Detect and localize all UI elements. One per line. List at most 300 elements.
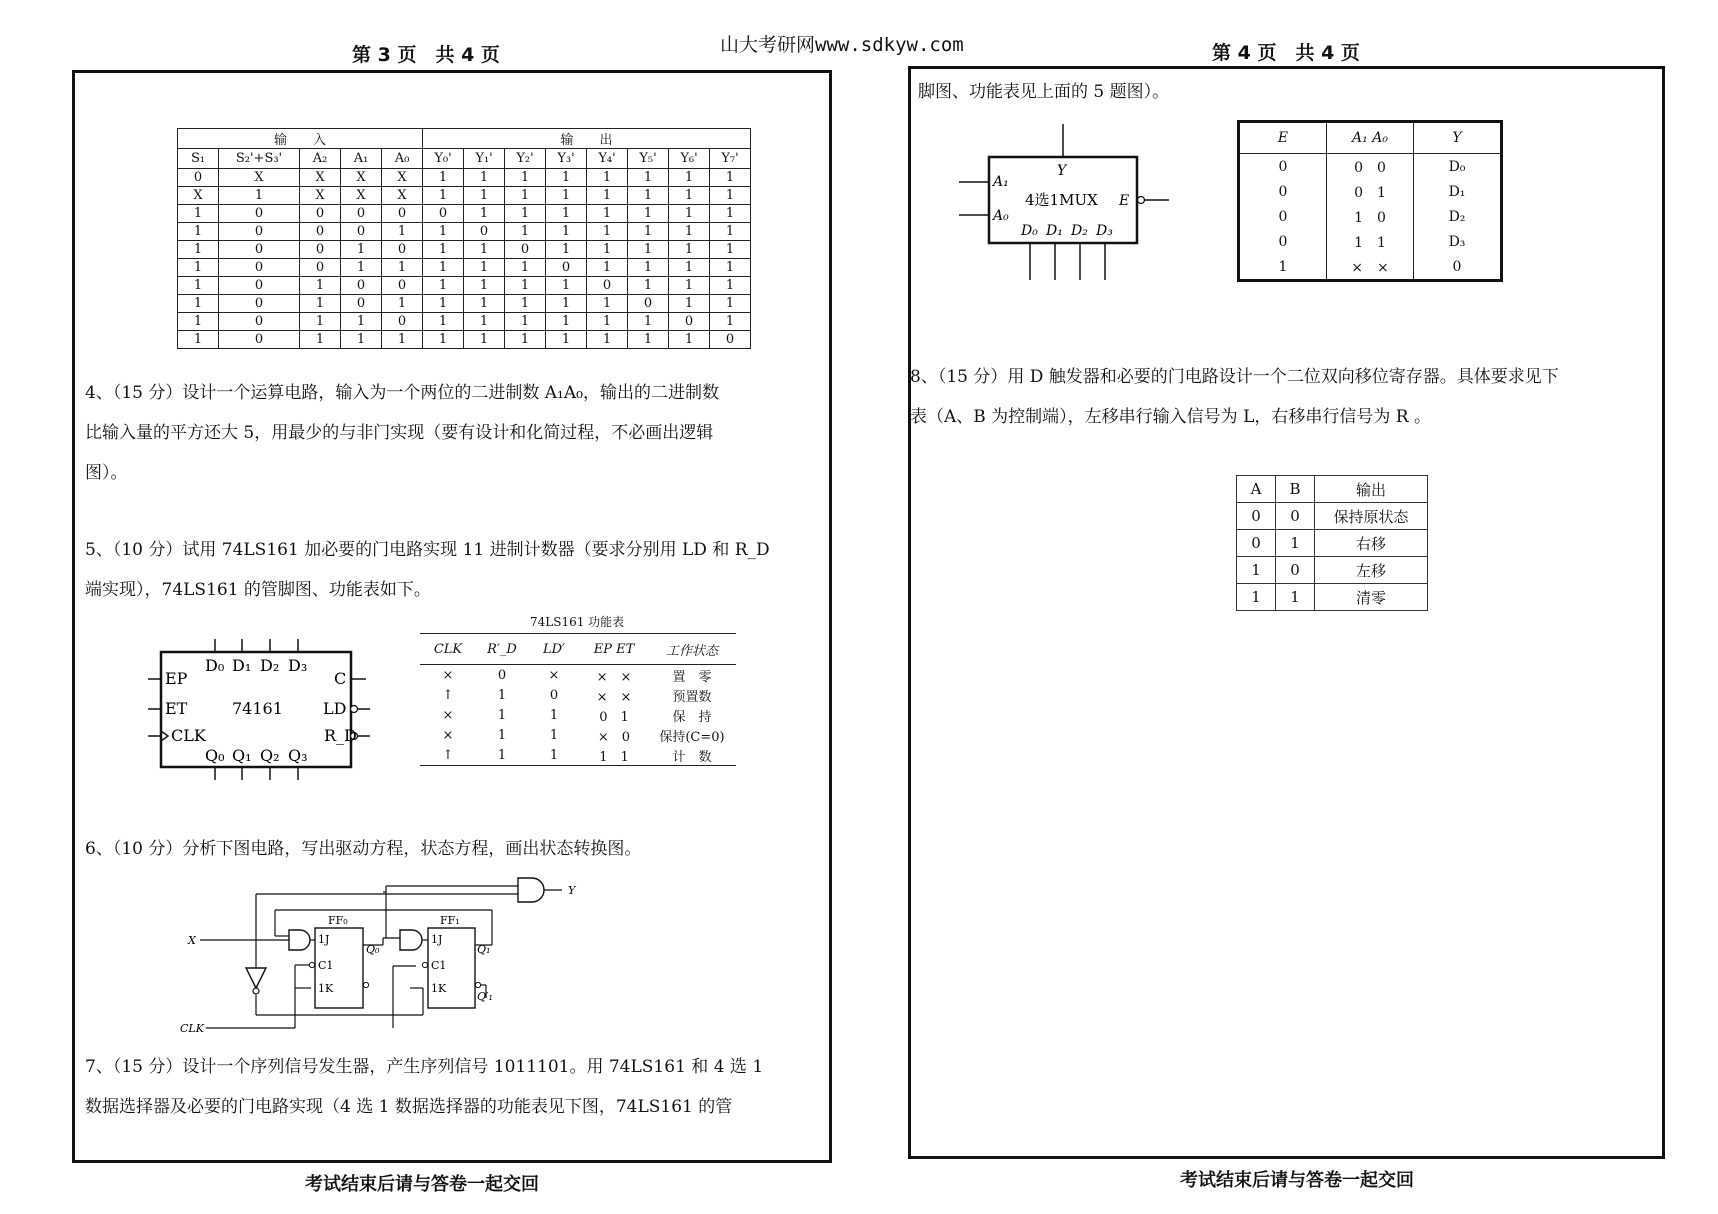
truth_table-cell: 1 <box>587 331 628 349</box>
truth_table-cell: 1 <box>669 259 710 277</box>
truth_table-cell: 1 <box>710 241 751 259</box>
mux_table-cell: × × <box>1327 254 1414 281</box>
func-table-header-row <box>420 634 736 665</box>
truth_table-cell: 0 <box>341 205 382 223</box>
truth_table-cell: 1 <box>669 277 710 295</box>
inverter-bubble-icon <box>253 988 259 994</box>
truth_table-row <box>178 169 751 187</box>
truth-table-body <box>178 169 751 349</box>
shift_table-cell: 0 <box>1276 503 1315 530</box>
pin-q3: Q₃ <box>288 746 308 765</box>
truth_table-cell: 1 <box>464 187 505 205</box>
truth_table-cell: 1 <box>669 205 710 223</box>
func_table-cell: 1 <box>549 727 559 743</box>
shift_table-cell: 清零 <box>1315 584 1428 611</box>
circuit-x-label: X <box>188 934 196 947</box>
truth_table-cell: 1 <box>587 223 628 241</box>
q7-continuation: 脚图、功能表见上面的 5 题图）。 <box>918 82 1170 102</box>
func_table-cell: × <box>442 707 454 723</box>
truth_table-cell: 1 <box>423 169 464 187</box>
mux_table-cell: D₀ <box>1414 154 1502 180</box>
truth_table-cell: 0 <box>219 331 300 349</box>
pin-ep: EP <box>165 669 188 688</box>
truth_table-cell: 1 <box>219 187 300 205</box>
truth_table-header-cell: Y₅' <box>628 149 669 169</box>
truth_table-cell: 1 <box>423 187 464 205</box>
truth_table-cell: X <box>341 187 382 205</box>
truth_table-cell: 1 <box>423 259 464 277</box>
and-gate-1-icon <box>400 930 422 950</box>
func_table-cell: 0 <box>497 667 507 683</box>
truth_table-row <box>178 259 751 277</box>
truth_table-cell: 1 <box>423 295 464 313</box>
truth_table-cell: 1 <box>505 223 546 241</box>
truth_table-cell: 1 <box>587 313 628 331</box>
truth_table-cell: 1 <box>587 205 628 223</box>
mux-a1-label: A₁ <box>993 174 1009 190</box>
truth_table-cell: 1 <box>464 313 505 331</box>
mux-a0-label: A₀ <box>993 208 1009 224</box>
truth_table-cell: 1 <box>710 187 751 205</box>
shift_table-header-cell: A <box>1237 476 1276 503</box>
truth_table-cell: 1 <box>382 295 423 313</box>
truth_table-cell: 0 <box>341 295 382 313</box>
truth_table-cell: 1 <box>669 169 710 187</box>
ff1-j-label: 1J <box>431 933 443 946</box>
shift_table-row <box>1237 530 1428 557</box>
truth_table-cell: 1 <box>341 331 382 349</box>
truth_table-cell: 1 <box>669 241 710 259</box>
truth_table-cell: 1 <box>628 205 669 223</box>
mux_table-cell: 0 0 <box>1327 154 1414 180</box>
truth_table-row <box>178 223 751 241</box>
mux_table-header-cell: A₁ A₀ <box>1327 122 1414 154</box>
mux_table-cell: 1 0 <box>1327 204 1414 229</box>
and-gate-y-icon <box>518 878 544 902</box>
truth_table-cell: 0 <box>178 169 219 187</box>
truth_table-cell: 1 <box>300 313 341 331</box>
truth_table-cell: 1 <box>710 205 751 223</box>
truth_table-cell: 0 <box>546 259 587 277</box>
q6-line-1: 6、（10 分）分析下图电路，写出驱动方程，状态方程，画出状态转换图。 <box>85 839 642 859</box>
func_table-cell: 1 <box>528 745 580 766</box>
truth_table-cell: X <box>219 169 300 187</box>
mux-y-label: Y <box>1057 163 1067 179</box>
truth_table-cell: 1 <box>178 295 219 313</box>
truth_table-cell: 1 <box>178 313 219 331</box>
truth_table-cell: 0 <box>300 241 341 259</box>
truth_table-cell: 1 <box>464 331 505 349</box>
truth_table-cell: 0 <box>219 295 300 313</box>
truth_table-cell: 1 <box>628 187 669 205</box>
ff1-label: FF₁ <box>440 914 460 927</box>
circuit-y-label: Y <box>568 884 576 897</box>
truth_table-cell: 1 <box>628 241 669 259</box>
truth_table-cell: 1 <box>628 223 669 241</box>
truth_table-cell: 0 <box>300 259 341 277</box>
mux_table-cell: D₁ <box>1414 179 1502 204</box>
truth_table-cell: 1 <box>341 241 382 259</box>
truth_table-cell: 1 <box>628 169 669 187</box>
func_table-cell: 0 1 <box>599 709 629 725</box>
truth_table-cell: 1 <box>669 223 710 241</box>
mux_table-cell: 0 <box>1278 208 1288 225</box>
q4-line-1: 4、（15 分）设计一个运算电路，输入为一个两位的二进制数 A₁A₀，输出的二进制数 <box>85 383 719 403</box>
func_table-cell: 预置数 <box>672 689 712 705</box>
truth_table-cell: 0 <box>505 241 546 259</box>
truth_table-cell: 0 <box>382 313 423 331</box>
func_table-cell: 1 1 <box>580 745 648 766</box>
pin-c: C <box>334 669 347 688</box>
truth_table-cell: 1 <box>464 295 505 313</box>
truth_table-row <box>178 187 751 205</box>
truth_table-cell: 1 <box>178 205 219 223</box>
truth_table-cell: 0 <box>219 313 300 331</box>
func_table-row <box>420 725 736 745</box>
mux_table-cell: D₃ <box>1414 229 1502 254</box>
truth_table-cell: 1 <box>464 241 505 259</box>
truth_table-cell: 1 <box>587 259 628 277</box>
truth_table-cell: 1 <box>423 313 464 331</box>
truth_table-cell: X <box>178 187 219 205</box>
func_table-cell: 1 <box>497 687 507 703</box>
truth_table-cell: 1 <box>178 223 219 241</box>
ff1-clock-bubble-icon <box>422 962 427 967</box>
func_table-cell: × <box>442 667 454 683</box>
truth_table-cell: 1 <box>178 277 219 295</box>
shift_table-cell: 1 <box>1237 584 1276 611</box>
chip-74161-diagram <box>140 635 380 785</box>
site-watermark: 山大考研网www.sdkyw.com <box>720 34 964 56</box>
shift-table-body <box>1237 503 1428 611</box>
pin-et: ET <box>165 699 188 718</box>
truth_table-cell: 1 <box>546 241 587 259</box>
truth_table-cell: 0 <box>710 331 751 349</box>
pin-clk: CLK <box>171 726 206 745</box>
mux_table-row <box>1239 204 1502 229</box>
truth_table-cell: 1 <box>546 295 587 313</box>
truth_table-cell: 1 <box>710 259 751 277</box>
left-page-number: 第 3 页 共 4 页 <box>352 44 500 66</box>
func_table-row <box>420 685 736 705</box>
truth_table-header-cell: Y₄' <box>587 149 628 169</box>
truth_table-header-cell: A₁ <box>341 149 382 169</box>
mux-d0-label: D₀ <box>1021 223 1038 239</box>
shift_table-cell: 1 <box>1276 584 1315 611</box>
truth_table-header-cell: A₀ <box>382 149 423 169</box>
truth_table-cell: 1 <box>587 241 628 259</box>
truth_table-cell: 1 <box>546 313 587 331</box>
mux_table-cell: 0 <box>1278 158 1288 175</box>
truth_table-header-cell: A₂ <box>300 149 341 169</box>
truth_table-cell: 1 <box>505 205 546 223</box>
ff0-qn-bubble-icon <box>363 982 368 987</box>
truth_table-cell: 1 <box>341 259 382 277</box>
ff1-k-label: 1K <box>431 982 447 995</box>
mux-e-label: E <box>1119 193 1130 209</box>
func_table-header-cell: 工作状态 <box>648 634 736 665</box>
truth_table-cell: 1 <box>464 277 505 295</box>
func_table-cell: 1 <box>497 707 507 723</box>
truth_table-cell: 0 <box>423 205 464 223</box>
pin-rd: R_D <box>324 726 357 745</box>
pin-q1: Q₁ <box>232 746 252 765</box>
ff0-label: FF₀ <box>328 914 348 927</box>
q4-line-2: 比输入量的平方还大 5，用最少的与非门实现（要有设计和化简过程，不必画出逻辑 <box>85 423 714 443</box>
mux_table-cell: D₂ <box>1414 204 1502 229</box>
mux-table-header-row <box>1239 122 1502 154</box>
truth_table-cell: 1 <box>178 331 219 349</box>
truth_table-cell: 1 <box>628 259 669 277</box>
right-page-number: 第 4 页 共 4 页 <box>1212 42 1360 64</box>
pin-q0: Q₀ <box>205 746 225 765</box>
truth_table-header-cell: Y₀' <box>423 149 464 169</box>
truth_table-cell: 1 <box>505 313 546 331</box>
truth_table-cell: 1 <box>546 331 587 349</box>
ld-bubble-icon <box>351 706 358 713</box>
pin-d1: D₁ <box>232 656 252 675</box>
left-footer: 考试结束后请与答卷一起交回 <box>305 1174 539 1195</box>
truth_table-row <box>178 277 751 295</box>
mux_table-cell: 1 <box>1278 258 1288 275</box>
truth_table-cell: 1 <box>505 331 546 349</box>
func_table-cell: 1 <box>549 707 559 723</box>
truth_table-cell: 1 <box>423 331 464 349</box>
truth_table-cell: 1 <box>710 169 751 187</box>
ff1-q-label: Q₁ <box>477 943 491 956</box>
truth_table-cell: 0 <box>464 223 505 241</box>
circuit-wires <box>200 886 562 1028</box>
truth_table-cell: 1 <box>628 331 669 349</box>
truth_table-row <box>178 205 751 223</box>
truth_table-cell: 1 <box>587 187 628 205</box>
truth_table-cell: 1 <box>300 277 341 295</box>
shift_table-row <box>1237 503 1428 530</box>
mux-d2-label: D₂ <box>1071 223 1088 239</box>
truth_table-cell: X <box>382 187 423 205</box>
truth_table-cell: 1 <box>710 223 751 241</box>
func-table-caption: 74LS161 功能表 <box>530 615 625 629</box>
mux_table-cell: 0 1 <box>1327 179 1414 204</box>
truth_table-cell: 0 <box>382 241 423 259</box>
pin-d2: D₂ <box>260 656 280 675</box>
mux_table-cell: 1 1 <box>1327 229 1414 254</box>
truth_table-cell: 0 <box>669 313 710 331</box>
shift_table-cell: 左移 <box>1315 557 1428 584</box>
truth-table-group-row <box>178 129 751 149</box>
truth_table-cell: 0 <box>628 295 669 313</box>
pin-ld: LD <box>323 699 347 718</box>
shift_table-row <box>1237 557 1428 584</box>
truth_table-header-cell: S₂'+S₃' <box>219 149 300 169</box>
truth_table-header-cell: Y₆' <box>669 149 710 169</box>
mux-name: 4选1MUX <box>1025 191 1098 209</box>
truth_table-cell: 1 <box>341 313 382 331</box>
mux_table-header-cell: Y <box>1414 122 1502 154</box>
inverter-icon <box>246 968 266 988</box>
ff1-qn-label: Q′₁ <box>477 990 493 1003</box>
mux_table-row <box>1239 229 1502 254</box>
shift_table-cell: 右移 <box>1315 530 1428 557</box>
circuit-clk-label: CLK <box>180 1022 204 1035</box>
shift_table-row <box>1237 584 1428 611</box>
truth_table-cell: 1 <box>546 223 587 241</box>
func_table-header-cell: EP ET <box>580 634 648 665</box>
truth_table-cell: 1 <box>178 259 219 277</box>
truth_table-cell: 1 <box>505 259 546 277</box>
func_table-cell: × <box>548 667 560 683</box>
truth_table-cell: 0 <box>219 259 300 277</box>
func_table-header-cell: LD′ <box>528 634 580 665</box>
truth_table-cell: 0 <box>341 223 382 241</box>
func_table-cell: × × <box>596 669 632 685</box>
output-group-header: 输 出 <box>423 129 751 149</box>
shift_table-cell: 0 <box>1276 557 1315 584</box>
func_table-row <box>420 665 736 686</box>
ff1-qn-bubble-icon <box>475 982 480 987</box>
truth_table-row <box>178 331 751 349</box>
truth_table-cell: 1 <box>587 295 628 313</box>
truth_table-cell: 0 <box>300 223 341 241</box>
ff1-c-label: C1 <box>431 959 447 972</box>
truth_table-header-cell: Y₂' <box>505 149 546 169</box>
chip-name: 74161 <box>232 699 283 718</box>
truth_table-cell: 1 <box>669 331 710 349</box>
truth_table-cell: 1 <box>300 331 341 349</box>
truth_table-cell: 1 <box>423 223 464 241</box>
q7-line-2: 数据选择器及必要的门电路实现（4 选 1 数据选择器的功能表见下图，74LS161 的管 <box>85 1097 733 1117</box>
ff0-clock-bubble-icon <box>309 962 314 967</box>
truth_table-cell: 0 <box>219 277 300 295</box>
truth_table-cell: 1 <box>587 169 628 187</box>
shift-table-header-row <box>1237 476 1428 503</box>
mux-table-body <box>1239 154 1502 281</box>
truth_table-cell: 1 <box>628 277 669 295</box>
mux_table-row <box>1239 154 1502 180</box>
ff0-q-label: Q₀ <box>366 943 380 956</box>
func_table-header-cell: CLK <box>420 634 476 665</box>
truth_table-header-cell: S₁ <box>178 149 219 169</box>
truth_table-cell: 0 <box>219 223 300 241</box>
func_table-cell: × 0 <box>597 729 631 745</box>
func_table-cell: × <box>442 727 454 743</box>
pin-q2: Q₂ <box>260 746 280 765</box>
q8-line-1: 8、（15 分）用 D 触发器和必要的门电路设计一个二位双向移位寄存器。具体要求见下 <box>910 367 1559 387</box>
pin-d3: D₃ <box>288 656 308 675</box>
mux-symbol-diagram <box>955 120 1175 290</box>
shift_table-cell: 1 <box>1276 530 1315 557</box>
ff0-k-label: 1K <box>318 982 334 995</box>
shift_table-header-cell: 输出 <box>1315 476 1428 503</box>
mux_table-cell: 0 <box>1278 183 1288 200</box>
truth_table-row <box>178 313 751 331</box>
q5-line-2: 端实现），74LS161 的管脚图、功能表如下。 <box>85 580 431 600</box>
q7-line-1: 7、（15 分）设计一个序列信号发生器，产生序列信号 1011101。用 74LS161 和 4 选 1 <box>85 1057 764 1077</box>
func_table-cell: 1 <box>497 727 507 743</box>
truth_table-cell: 0 <box>219 205 300 223</box>
func_table-header-cell: R′_D <box>476 634 528 665</box>
mux_table-row <box>1239 254 1502 281</box>
shift-register-table <box>1236 475 1428 611</box>
shift_table-cell: 0 <box>1237 503 1276 530</box>
mux-function-table <box>1237 120 1503 282</box>
truth_table-cell: 0 <box>300 205 341 223</box>
truth_table-cell: 1 <box>464 169 505 187</box>
truth_table-cell: 1 <box>464 259 505 277</box>
mux_table-header-cell: E <box>1239 122 1327 154</box>
truth_table-cell: X <box>300 187 341 205</box>
shift_table-header-cell: B <box>1276 476 1315 503</box>
sequential-circuit-diagram <box>170 870 590 1035</box>
decoder-truth-table <box>177 128 751 349</box>
mux-enable-bubble-icon <box>1138 197 1145 204</box>
truth_table-cell: 1 <box>710 295 751 313</box>
truth_table-cell: X <box>382 169 423 187</box>
func_table-cell: 保持(C=0) <box>659 729 725 745</box>
and-gate-0-icon <box>289 930 310 950</box>
truth_table-cell: 1 <box>710 313 751 331</box>
func_table-cell: 计 数 <box>648 745 736 766</box>
truth_table-cell: 1 <box>178 241 219 259</box>
truth_table-cell: 1 <box>505 187 546 205</box>
shift_table-cell: 1 <box>1237 557 1276 584</box>
truth_table-cell: 1 <box>300 295 341 313</box>
truth_table-cell: 1 <box>546 277 587 295</box>
truth_table-cell: 1 <box>546 187 587 205</box>
truth_table-cell: 1 <box>382 331 423 349</box>
mux-d1-label: D₁ <box>1046 223 1063 239</box>
func_table-cell: 置 零 <box>672 669 712 685</box>
truth-table-header-row <box>178 149 751 169</box>
mux-d3-label: D₃ <box>1096 223 1113 239</box>
pin-d0: D₀ <box>205 656 225 675</box>
truth_table-header-cell: Y₁' <box>464 149 505 169</box>
q8-line-2: 表（A、B 为控制端），左移串行输入信号为 L，右移串行信号为 R 。 <box>910 407 1431 427</box>
truth_table-cell: 1 <box>710 277 751 295</box>
truth_table-row <box>178 295 751 313</box>
mux_table-row <box>1239 179 1502 204</box>
func_table-row <box>420 745 736 766</box>
mux_table-cell: 0 <box>1414 254 1502 281</box>
func-table-body <box>420 665 736 766</box>
func_table-cell: 0 <box>549 687 559 703</box>
truth_table-cell: 0 <box>219 241 300 259</box>
truth_table-cell: 0 <box>382 277 423 295</box>
truth_table-cell: 1 <box>628 313 669 331</box>
func_table-row <box>420 705 736 725</box>
truth_table-cell: 0 <box>587 277 628 295</box>
func_table-cell: ↑ <box>442 687 454 703</box>
truth_table-cell: 0 <box>341 277 382 295</box>
truth_table-cell: X <box>341 169 382 187</box>
truth_table-cell: 1 <box>382 223 423 241</box>
func_table-cell: ↑ <box>420 745 476 766</box>
truth_table-cell: 1 <box>382 259 423 277</box>
func_table-cell: 保 持 <box>672 709 712 725</box>
truth_table-cell: 1 <box>669 187 710 205</box>
shift_table-cell: 0 <box>1237 530 1276 557</box>
shift_table-cell: 保持原状态 <box>1315 503 1428 530</box>
truth_table-cell: 1 <box>464 205 505 223</box>
truth_table-cell: 1 <box>505 295 546 313</box>
q4-line-3: 图）。 <box>85 463 128 483</box>
func_table-cell: 1 <box>476 745 528 766</box>
truth_table-cell: 1 <box>505 169 546 187</box>
truth_table-header-cell: Y₇' <box>710 149 751 169</box>
mux_table-cell: 0 <box>1278 233 1288 250</box>
func_table-cell: × × <box>596 689 632 705</box>
truth_table-cell: 1 <box>505 277 546 295</box>
